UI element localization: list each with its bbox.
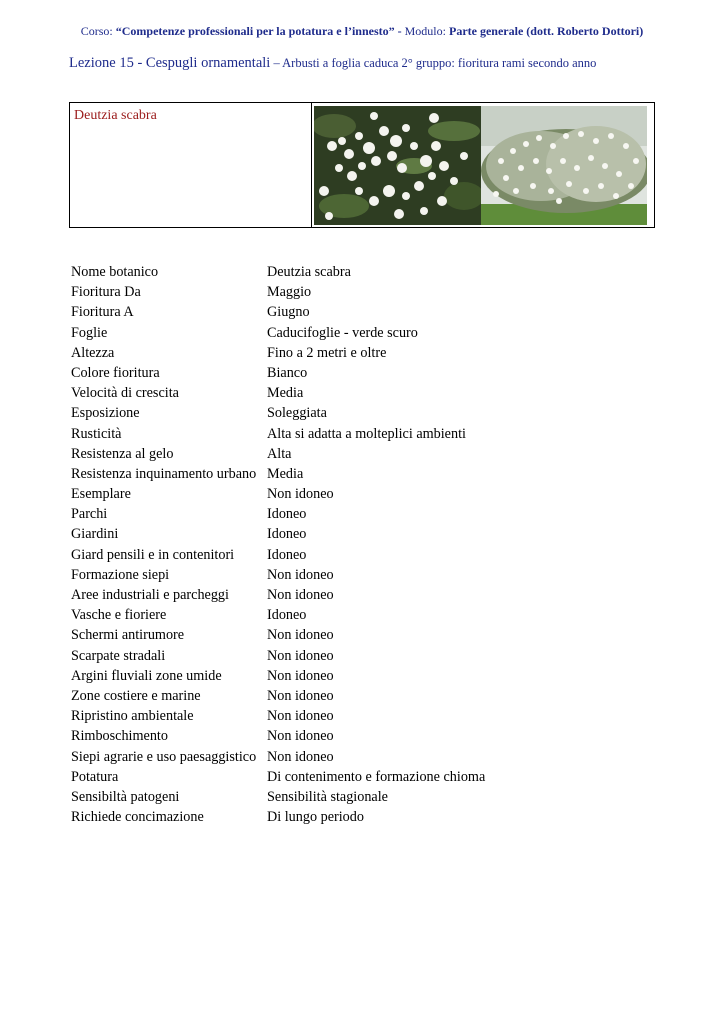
property-row <box>71 767 485 787</box>
course-header <box>0 24 724 39</box>
property-value: Sensibilità stagionale <box>267 788 388 805</box>
property-label: Colore fioritura <box>71 364 160 381</box>
property-value: Deutzia scabra <box>267 264 351 280</box>
property-value: Alta <box>267 445 292 462</box>
property-row <box>71 262 485 282</box>
property-label: Vasche e fioriere <box>71 607 167 624</box>
property-value: Idoneo <box>267 607 307 624</box>
property-row <box>71 302 485 322</box>
property-label: Schermi antirumore <box>71 627 185 644</box>
property-row <box>71 424 485 444</box>
property-value: Non idoneo <box>267 667 334 684</box>
property-value: Caducifoglie - verde scuro <box>267 324 418 341</box>
property-value: Non idoneo <box>267 728 334 745</box>
property-row <box>71 787 485 807</box>
property-label: Foglie <box>71 324 108 341</box>
property-label: Altezza <box>71 344 115 361</box>
property-row <box>71 807 485 827</box>
property-label: Giardini <box>71 526 119 543</box>
property-label: Zone costiere e marine <box>71 687 201 704</box>
property-label: Resistenza inquinamento urbano <box>71 465 257 482</box>
property-value: Non idoneo <box>267 748 334 765</box>
property-label: Nome botanico <box>71 264 159 280</box>
property-value: Non idoneo <box>267 627 334 644</box>
property-row <box>71 686 485 706</box>
property-row <box>71 545 485 565</box>
property-row <box>71 726 485 746</box>
property-row <box>71 625 485 645</box>
property-row <box>71 444 485 464</box>
property-value: Bianco <box>267 364 308 381</box>
property-value: Media <box>267 465 304 482</box>
property-label: Scarpate stradali <box>71 647 166 664</box>
course-title: “Competenze professionali per la potatura e l’innesto” - <box>115 24 402 38</box>
property-label: Potatura <box>71 768 119 785</box>
property-label: Formazione siepi <box>71 566 170 583</box>
property-value: Alta si adatta a molteplici ambienti <box>267 425 466 442</box>
property-row <box>71 323 485 343</box>
property-label: Rimboschimento <box>71 728 168 745</box>
module-title: Parte generale (dott. Roberto Dottori) <box>448 24 644 38</box>
property-value: Idoneo <box>267 546 307 563</box>
property-label: Fioritura Da <box>71 284 141 301</box>
property-value: Di contenimento e formazione chioma <box>267 768 486 785</box>
property-row <box>71 524 485 544</box>
property-row <box>71 565 485 585</box>
property-row <box>71 282 485 302</box>
property-label: Ripristino ambientale <box>71 708 194 725</box>
property-label: Sensibiltà patogeni <box>71 788 180 805</box>
property-label: Parchi <box>71 506 108 523</box>
property-row <box>71 504 485 524</box>
property-value: Soleggiata <box>267 405 327 422</box>
property-label: Richiede concimazione <box>71 809 204 826</box>
lesson-header <box>69 55 596 72</box>
property-label: Giard pensili e in contenitori <box>71 546 235 563</box>
properties-table <box>71 262 485 827</box>
property-row <box>71 464 485 484</box>
property-value: Non idoneo <box>267 587 334 603</box>
property-value: Media <box>267 385 304 402</box>
property-row <box>71 706 485 726</box>
property-value: Non idoneo <box>267 708 334 725</box>
course-prefix: Corso: <box>80 24 116 38</box>
property-value: Maggio <box>267 284 312 301</box>
property-value: Idoneo <box>267 526 307 543</box>
property-row <box>71 646 485 666</box>
shrub-garden-photo <box>481 106 647 225</box>
flower-closeup-photo <box>314 106 481 225</box>
property-value: Giugno <box>267 304 310 321</box>
property-label: Velocità di crescita <box>71 385 179 402</box>
property-row <box>71 484 485 504</box>
property-value: Non idoneo <box>267 566 334 583</box>
module-prefix: Modulo: <box>401 24 449 38</box>
property-label: Rusticità <box>71 425 122 442</box>
property-row <box>71 747 485 767</box>
species-box-divider <box>311 103 312 227</box>
property-value: Di lungo periodo <box>267 809 364 826</box>
property-value: Non idoneo <box>267 647 334 664</box>
species-name: Deutzia scabra <box>74 108 157 123</box>
property-label: Aree industriali e parcheggi <box>71 587 229 603</box>
lesson-title: Lezione 15 - Cespugli ornamentali <box>69 55 271 71</box>
property-label: Esposizione <box>71 405 140 422</box>
property-value: Idoneo <box>267 506 307 523</box>
property-row <box>71 363 485 383</box>
property-row <box>71 585 485 605</box>
species-box <box>69 102 655 228</box>
property-label: Argini fluviali zone umide <box>71 667 222 684</box>
property-row <box>71 605 485 625</box>
property-label: Resistenza al gelo <box>71 445 174 462</box>
property-label: Esemplare <box>71 486 131 503</box>
property-label: Fioritura A <box>71 304 134 321</box>
property-row <box>71 343 485 363</box>
property-value: Non idoneo <box>267 687 334 704</box>
property-row <box>71 383 485 403</box>
property-row <box>71 403 485 423</box>
lesson-subtitle: – Arbusti a foglia caduca 2° gruppo: fioritura rami secondo anno <box>270 56 597 70</box>
property-value: Fino a 2 metri e oltre <box>267 344 387 361</box>
property-value: Non idoneo <box>267 486 334 503</box>
property-label: Siepi agrarie e uso paesaggistico <box>71 748 257 765</box>
property-row <box>71 666 485 686</box>
